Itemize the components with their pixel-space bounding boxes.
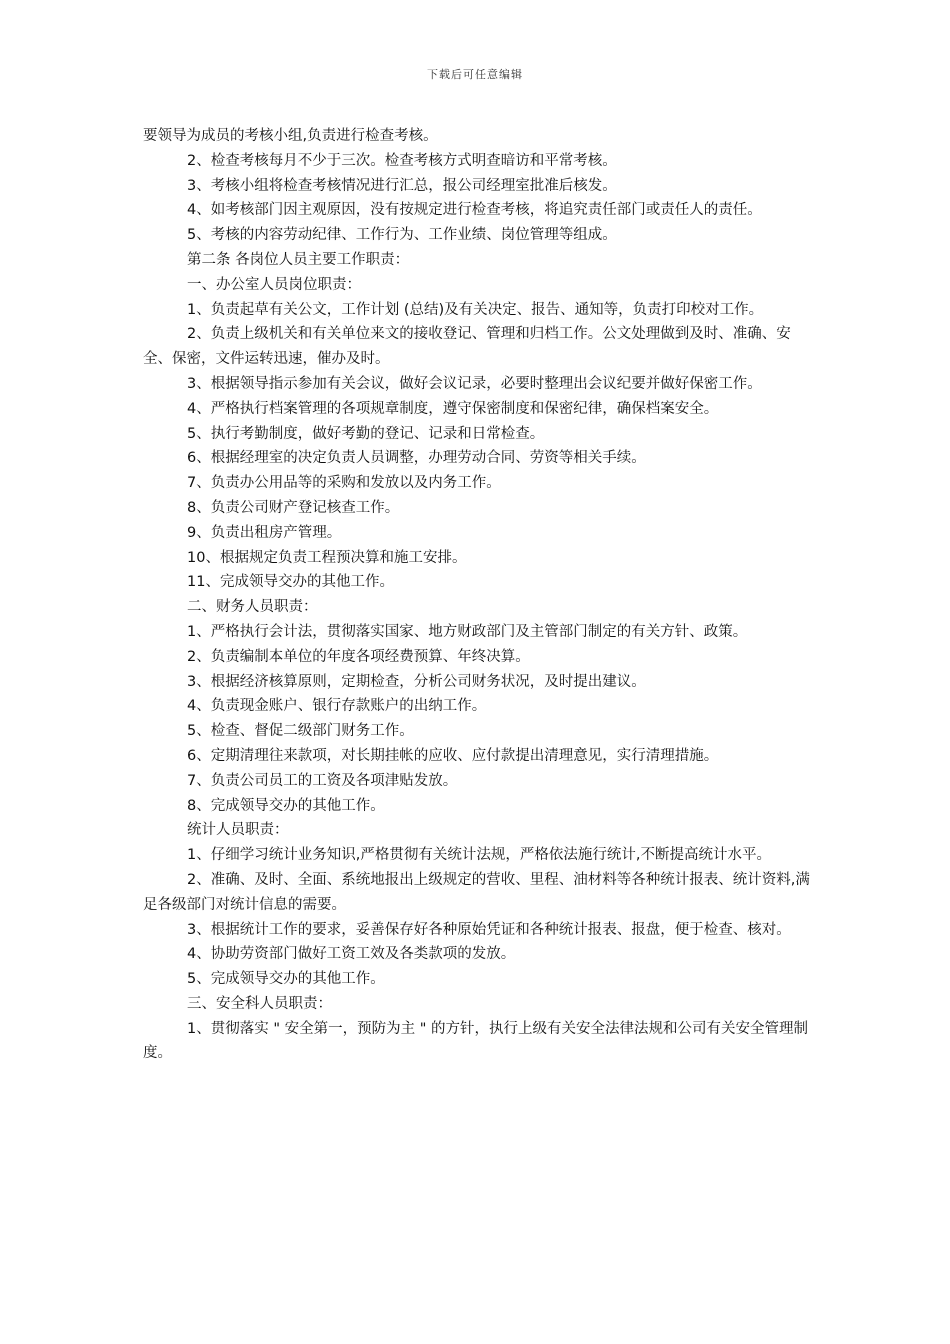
paragraph: 3、根据经济核算原则，定期检查，分析公司财务状况，及时提出建议。	[187, 673, 646, 690]
paragraph: 3、根据领导指示参加有关会议，做好会议记录，必要时整理出会议纪要并做好保密工作。	[187, 375, 762, 392]
page-header: 下载后可任意编辑	[427, 68, 523, 81]
paragraph: 4、严格执行档案管理的各项规章制度，遵守保密制度和保密纪律，确保档案安全。	[187, 400, 719, 417]
paragraph: 要领导为成员的考核小组,负责进行检查考核。	[143, 128, 438, 144]
paragraph: 2、检查考核每月不少于三次。检查考核方式明查暗访和平常考核。	[187, 152, 617, 169]
section-heading: 统计人员职责：	[187, 822, 289, 839]
paragraph: 6、根据经理室的决定负责人员调整，办理劳动合同、劳资等相关手续。	[187, 450, 646, 467]
paragraph: 8、负责公司财产登记核查工作。	[187, 499, 400, 516]
paragraph: 4、如考核部门因主观原因，没有按规定进行检查考核，将追究责任部门或责任人的责任。	[187, 202, 762, 219]
paragraph: 1、严格执行会计法，贯彻落实国家、地方财政部门及主管部门制定的有关方针、政策。	[187, 623, 748, 640]
paragraph: 5、考核的内容劳动纪律、工作行为、工作业绩、岗位管理等组成。	[187, 227, 617, 244]
paragraph: 7、负责办公用品等的采购和发放以及内务工作。	[187, 475, 501, 492]
paragraph: 5、检查、督促二级部门财务工作。	[187, 723, 414, 740]
document-body	[143, 124, 811, 1066]
section-heading: 二、财务人员职责：	[187, 599, 318, 616]
paragraph: 4、负责现金账户、银行存款账户的出纳工作。	[187, 698, 487, 715]
paragraph: 8、完成领导交办的其他工作。	[187, 797, 385, 814]
paragraph: 1、仔细学习统计业务知识,严格贯彻有关统计法规，严格依法施行统计,不断提高统计水平。	[187, 847, 771, 864]
paragraph: 7、负责公司员工的工资及各项津贴发放。	[187, 772, 458, 789]
section-heading: 第二条 各岗位人员主要工作职责：	[187, 251, 410, 268]
paragraph: 1、负责起草有关公文，工作计划 (总结)及有关决定、报告、通知等，负责打印校对工作。	[187, 301, 764, 318]
paragraph: 2、负责上级机关和有关单位来文的接收登记、管理和归档工作。公文处理做到及时、准确、安全、保密，文件运转迅速，催办及时。	[143, 326, 791, 368]
paragraph: 6、定期清理往来款项，对长期挂帐的应收、应付款提出清理意见，实行清理措施。	[187, 747, 719, 764]
paragraph: 9、负责出租房产管理。	[187, 524, 342, 541]
paragraph: 5、执行考勤制度，做好考勤的登记、记录和日常检查。	[187, 425, 545, 442]
section-heading: 三、安全科人员职责：	[187, 995, 332, 1012]
section-heading: 一、办公室人员岗位职责：	[187, 276, 361, 293]
paragraph: 11、完成领导交办的其他工作。	[187, 574, 394, 591]
paragraph: 1、贯彻落实 " 安全第一，预防为主 " 的方针，执行上级有关安全法律法规和公司有关安全管理制度。	[143, 1020, 808, 1062]
paragraph: 10、根据规定负责工程预决算和施工安排。	[187, 549, 467, 566]
paragraph: 3、根据统计工作的要求，妥善保存好各种原始凭证和各种统计报表、报盘，便于检查、核对。	[187, 921, 791, 938]
paragraph: 3、考核小组将检查考核情况进行汇总，报公司经理室批准后核发。	[187, 177, 617, 194]
paragraph: 4、协助劳资部门做好工资工效及各类款项的发放。	[187, 946, 516, 963]
paragraph: 2、负责编制本单位的年度各项经费预算、年终决算。	[187, 648, 530, 665]
paragraph: 5、完成领导交办的其他工作。	[187, 971, 385, 988]
paragraph: 2、准确、及时、全面、系统地报出上级规定的营收、里程、油材料等各种统计报表、统计资料,满足各级部门对统计信息的需要。	[143, 871, 810, 913]
